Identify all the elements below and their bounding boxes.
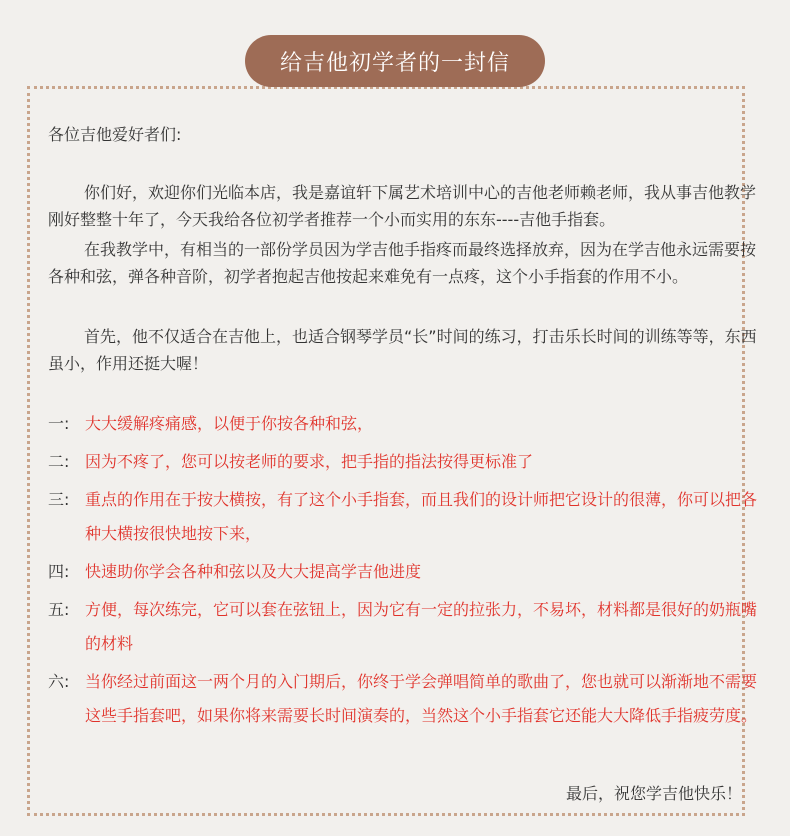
list-item	[48, 558, 768, 589]
list-item	[48, 448, 768, 479]
page-title	[245, 35, 545, 87]
paragraph-2	[48, 236, 768, 290]
title-text: 给吉他初学者的一封信	[279, 50, 510, 76]
paragraph-3-text: 首先，他不仅适合在吉他上，也适合钢琴学员“长”时间的练习，打击乐长时间的训练等等，东西虽小，作用还挺大喔！	[48, 327, 757, 373]
list-item	[48, 668, 768, 733]
list-text: 快速助你学会各种和弦以及大大提高学吉他进度	[85, 562, 422, 581]
list-number: 三:	[48, 490, 70, 509]
paragraph-3	[48, 323, 768, 377]
list-text: 方便，每次练完，它可以套在弦钮上，因为它有一定的拉张力，不易坏，材料都是很好的奶瓶嘴的材料	[85, 600, 758, 653]
closing-line: 最后，祝您学吉他快乐！	[565, 784, 742, 803]
list-item	[48, 486, 768, 551]
list-item	[48, 410, 768, 441]
list-number: 四:	[48, 562, 70, 581]
paragraph-2-text: 在我教学中，有相当的一部份学员因为学吉他手指疼而最终选择放弃，因为在学吉他永远需要按各种和弦，弹各种音阶，初学者抱起吉他按起来难免有一点疼，这个小手指套的作用不小。	[48, 240, 757, 286]
benefit-list	[48, 410, 768, 740]
list-text: 当你经过前面这一两个月的入门期后，你终于学会弹唱简单的歌曲了，您也就可以渐渐地不需要这些手指套吧，如果你将来需要长时间演奏的，当然这个小手指套它还能大大降低手指疲劳度。	[85, 672, 758, 725]
paragraph-1	[48, 179, 768, 233]
list-text: 因为不疼了，您可以按老师的要求，把手指的指法按得更标准了	[85, 452, 534, 471]
list-number: 一:	[48, 414, 70, 433]
paragraph-1-text: 你们好，欢迎你们光临本店，我是嘉谊轩下属艺术培训中心的吉他老师赖老师，我从事吉他教学刚好整整十年了，今天我给各位初学者推荐一个小而实用的东东----吉他手指套。	[48, 183, 757, 229]
list-number: 五:	[48, 600, 70, 619]
list-number: 二:	[48, 452, 70, 471]
list-text: 大大缓解疼痛感，以便于你按各种和弦，	[85, 414, 374, 433]
list-number: 六:	[48, 672, 70, 691]
greeting: 各位吉他爱好者们:	[48, 125, 182, 144]
list-text: 重点的作用在于按大横按，有了这个小手指套，而且我们的设计师把它设计的很薄，你可以把各种大横按很快地按下来，	[85, 490, 758, 543]
list-item	[48, 596, 768, 661]
